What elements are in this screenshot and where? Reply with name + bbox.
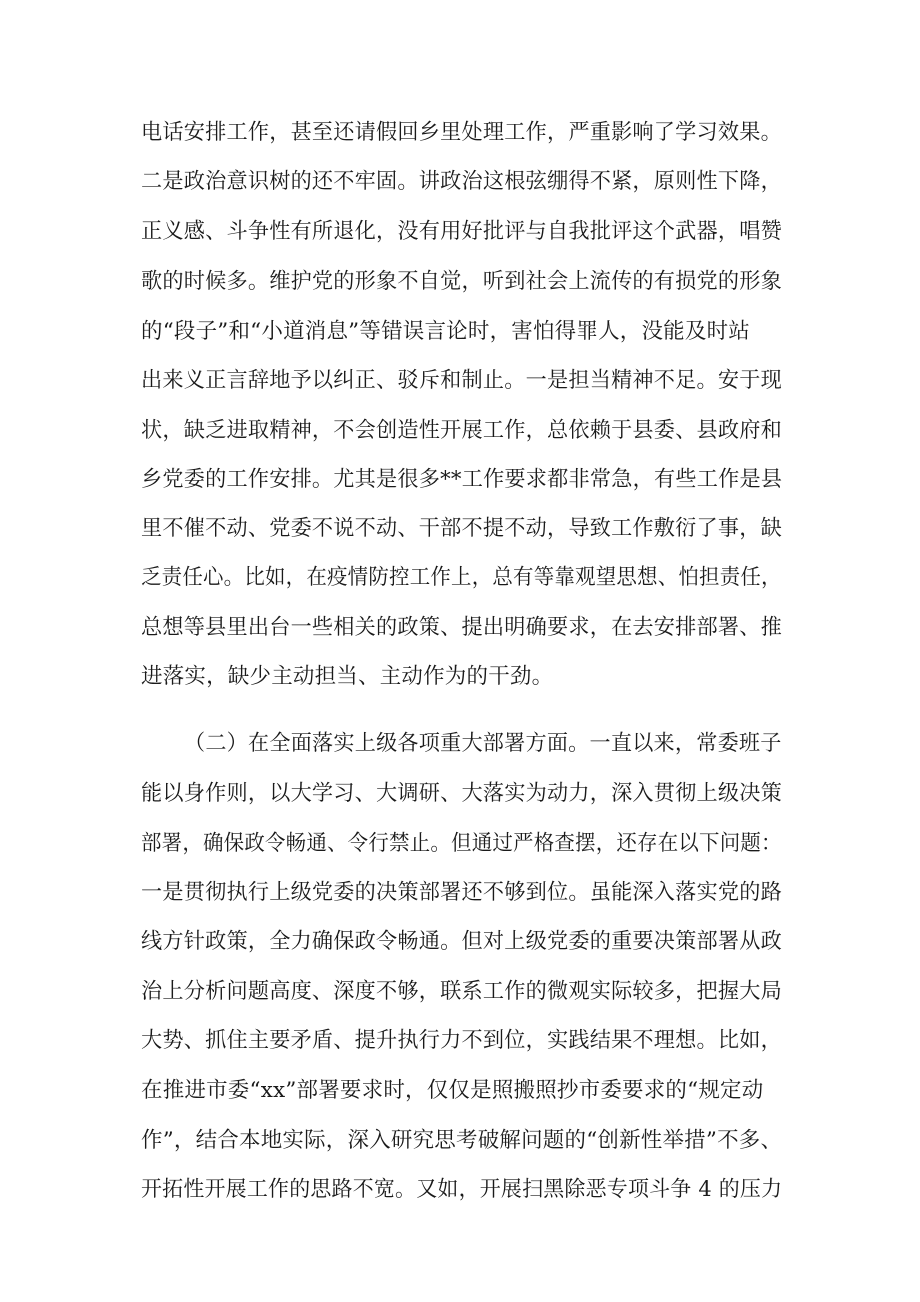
text-line: 线方针政策，全力确保政令畅通。但对上级党委的重要决策部署从政 <box>141 929 783 954</box>
text-line: 里不催不动、党委不说不动、干部不提不动，导致工作敷衍了事，缺 <box>141 516 783 541</box>
text-line: 治上分析问题高度、深度不够，联系工作的微观实际较多，把握大局 <box>141 979 783 1004</box>
text-line: 二是政治意识树的还不牢固。讲政治这根弦绷得不紧，原则性下降， <box>141 169 783 194</box>
text-line: 总想等县里出台一些相关的政策、提出明确要求，在去安排部署、推 <box>141 615 783 640</box>
text-line: 部署，确保政令畅通、令行禁止。但通过严格查摆，还存在以下问题： <box>141 831 782 856</box>
text-line: 作”，结合本地实际，深入研究思考破解问题的“创新性举措”不多、 <box>141 1128 783 1153</box>
text-line: 歌的时候多。维护党的形象不自觉，听到社会上流传的有损党的形象 <box>141 269 783 294</box>
text-line: 进落实，缺少主动担当、主动作为的干劲。 <box>141 664 554 689</box>
text-line: 乡党委的工作安排。尤其是很多**工作要求都非常急，有些工作是县 <box>141 467 783 492</box>
text-line: 的“段子”和“小道消息”等错误言论时，害怕得罪人，没能及时站 <box>141 319 750 344</box>
text-line: 在推进市委“xx”部署要求时，仅仅是照搬照抄市委要求的“规定动 <box>141 1078 764 1103</box>
text-line: 电话安排工作，甚至还请假回乡里处理工作，严重影响了学习效果。 <box>141 120 783 145</box>
text-line: 能以身作则，以大学习、大调研、大落实为动力，深入贯彻上级决策 <box>141 781 783 806</box>
text-line: 正义感、斗争性有所退化，没有用好批评与自我批评这个武器，唱赞 <box>141 219 783 244</box>
text-line: （二）在全面落实上级各项重大部署方面。一直以来，常委班子 <box>184 731 782 756</box>
text-line: 出来义正言辞地予以纠正、驳斥和制止。一是担当精神不足。安于现 <box>141 368 783 393</box>
text-line: 开拓性开展工作的思路不宽。又如，开展扫黑除恶专项斗争 4 的压力 <box>141 1177 783 1202</box>
text-line: 乏责任心。比如，在疫情防控工作上，总有等靠观望思想、怕担责任， <box>141 565 782 590</box>
text-line: 状，缺乏进取精神，不会创造性开展工作，总依赖于县委、县政府和 <box>141 418 783 443</box>
text-line: 一是贯彻执行上级党委的决策部署还不够到位。虽能深入落实党的路 <box>141 880 783 905</box>
text-line: 大势、抓住主要矛盾、提升执行力不到位，实践结果不理想。比如， <box>141 1028 783 1053</box>
